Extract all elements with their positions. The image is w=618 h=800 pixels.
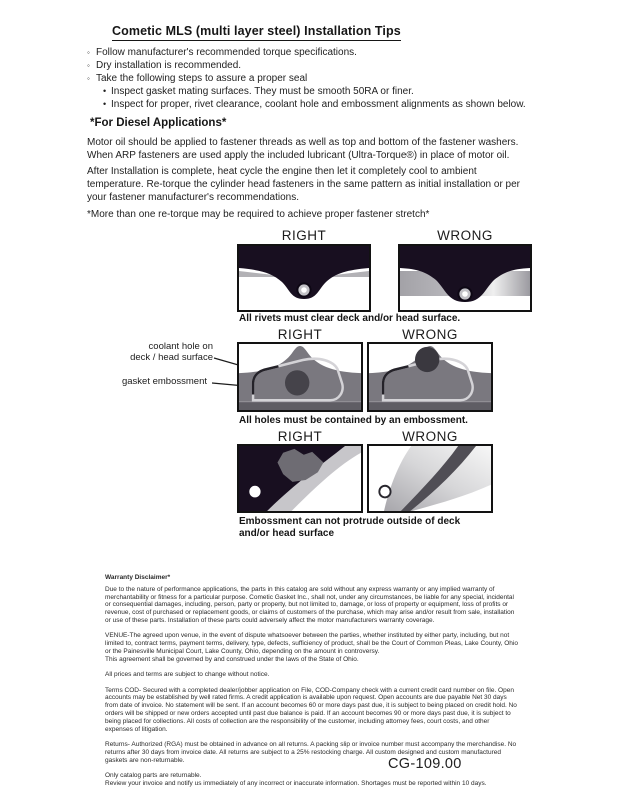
annotation-line: coolant hole on — [148, 341, 213, 352]
rivet-center — [301, 287, 307, 293]
row2-wrong-label: WRONG — [402, 327, 458, 342]
rivet-clearance-wrong-diagram — [398, 244, 532, 312]
page-title: Cometic MLS (multi layer steel) Installation Tips — [112, 24, 401, 41]
list-item-text: Inspect for proper, rivet clearance, coolant hole and embossment alignments as shown below. — [111, 99, 526, 110]
legal-paragraph: Due to the nature of performance applications, the parts in this catalog are sold without any express warranty or any implied warranty of merchantability or fitness for a particular purpose. Cometic Gasket Inc., shall not, under any circumstances, be liable for any special, incidental or consequential damages, including, person, party or property, but not limited to, damage, or loss of property or equipment, loss of profits or revenue, cost of purchased or replacement goods, or claims of customers of the purchase, which may arise and/or result from sale, installation or use of these parts. Installation of these parts could adversely affect the motor manufacturers warranty coverage. — [105, 585, 515, 624]
bullet-marker: ◦ — [87, 48, 90, 57]
embossment-protrude-right-diagram — [237, 444, 363, 513]
row2-right-label: RIGHT — [277, 327, 323, 342]
row3-right-label: RIGHT — [277, 429, 323, 444]
annotation-line: deck / head surface — [130, 352, 213, 363]
bullet-marker: • — [103, 86, 107, 96]
installation-tips-list — [87, 46, 609, 111]
embossment-protrude-wrong-diagram — [367, 444, 493, 513]
rivet-clearance-right-diagram — [237, 244, 371, 312]
rivet-center — [462, 291, 468, 297]
list-item — [87, 72, 609, 85]
list-item — [87, 85, 609, 98]
legal-paragraph: All prices and terms are subject to change without notice. — [105, 671, 270, 679]
diesel-paragraph-2: After Installation is complete, heat cycle the engine then let it completely cool to ambient temperature. Re-torque the cylinder head fasteners in the same pattern as initial installation or per your fastener manufacturer's recommendations. — [87, 166, 521, 203]
legal-paragraph: VENUE-The agreed upon venue, in the event of dispute whatsoever between the parties, whether instituted by either party, including, but not limited to, contract terms, payment terms, delivery, type, defects, sufficiency of product, shall be the Court of Common Pleas, Lake County, Ohio or the Painesville Municipal Court, Lake County, Ohio, depending on the amount in controversy. — [105, 632, 518, 655]
retorque-note: *More than one re-torque may be required to achieve proper fastener stretch* — [87, 209, 430, 220]
legal-paragraph: Review your invoice and notify us immediately of any incorrect or inaccurate information. Shortages must be reported within 10 days. — [105, 779, 487, 787]
legal-paragraph: Terms COD- Secured with a completed dealer/jobber application on File, COD-Company check with a current credit card number on file. Open accounts may be established by well rated firms. A credit application is available upon request. Open accounts are due payable Net 30 days from date of invoice. No statement will be sent. If an account becomes 60 or more days past due, it is subject to being placed on credit hold. No orders will be shipped or new orders accepted until past due balance is paid. If an account becomes 90 or more days past due, it is subject to being placed for collections. All costs of collection are the responsibility of the customer, including attorney fees, court costs, and other expenses of litigation. — [105, 686, 517, 733]
coolant-hole-icon — [415, 347, 439, 372]
bolt-hole-icon — [379, 486, 390, 498]
legal-paragraph: Only catalog parts are returnable. — [105, 771, 202, 779]
row1-right-label: RIGHT — [281, 228, 327, 243]
diesel-applications-heading: *For Diesel Applications* — [90, 117, 227, 129]
embossment-hole-wrong-diagram — [367, 342, 493, 412]
list-item — [87, 98, 609, 111]
row3-caption — [239, 516, 460, 539]
list-item — [87, 46, 609, 59]
caption-line: and/or head surface — [239, 527, 335, 539]
gasket-embossment-annotation: gasket embossment — [121, 376, 207, 387]
list-item-text: Inspect gasket mating surfaces. They must be smooth 50RA or finer. — [111, 86, 414, 97]
list-item-text: Follow manufacturer's recommended torque specifications. — [96, 47, 357, 58]
row2-caption: All holes must be contained by an embossment. — [239, 415, 468, 426]
embossment-hole-right-diagram — [237, 342, 363, 412]
bullet-marker: ◦ — [87, 61, 90, 70]
coolant-hole-annotation — [103, 341, 213, 363]
legal-paragraph: Returns- Authorized (RGA) must be obtained in advance on all returns. A packing slip or invoice number must accompany the merchandise. No returns after 30 days from invoice date. All returns are subject to a 25% restocking charge. All custom designed and custom manufactured gaskets are non-returnable. — [105, 740, 517, 764]
legal-paragraph: This agreement shall be governed by and construed under the laws of the State of Ohio. — [105, 655, 359, 663]
page-number: CG-109.00 — [388, 756, 462, 772]
bullet-marker: • — [103, 99, 107, 109]
bottom-strip — [239, 402, 361, 410]
diesel-paragraph-1: Motor oil should be applied to fastener threads as well as top and bottom of the fastener washers. When ARP fasteners are used apply the included lubricant (Ultra-Torque®) in place of motor oil. — [87, 137, 519, 161]
bottom-strip — [369, 402, 491, 410]
list-item — [87, 59, 609, 72]
caption-line: Embossment can not protrude outside of deck — [239, 516, 461, 527]
row1-wrong-label: WRONG — [437, 228, 493, 243]
row3-wrong-label: WRONG — [402, 429, 458, 444]
coolant-hole-icon — [285, 370, 309, 395]
warranty-disclaimer-heading: Warranty Disclaimer* — [105, 574, 171, 581]
row1-caption: All rivets must clear deck and/or head surface. — [239, 313, 461, 324]
bolt-hole-icon — [249, 486, 260, 498]
bullet-marker: ◦ — [87, 74, 90, 83]
list-item-text: Dry installation is recommended. — [96, 60, 242, 71]
list-item-text: Take the following steps to assure a proper seal — [96, 73, 308, 84]
